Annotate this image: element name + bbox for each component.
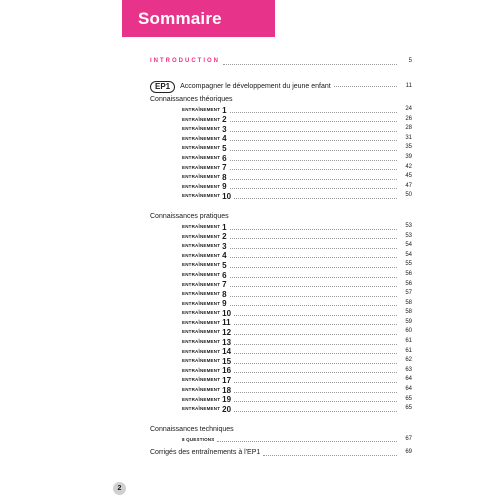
page-ref: 35: [405, 144, 412, 151]
dot-leader: [230, 120, 397, 122]
entry-number: 3: [222, 124, 227, 134]
entry-number: 8: [222, 172, 227, 182]
entry-label: ENTRAÎNEMENT: [182, 281, 221, 287]
toc-entry[interactable]: [150, 356, 412, 366]
dot-leader: [230, 111, 397, 113]
page-ref: 5: [408, 58, 412, 65]
entry-label: ENTRAÎNEMENT: [182, 300, 221, 306]
entry-number: 14: [222, 347, 232, 357]
page-ref: 26: [405, 115, 412, 122]
entry-label: ENTRAÎNEMENT: [182, 262, 221, 268]
toc-entry[interactable]: [150, 191, 412, 201]
dot-leader: [234, 197, 397, 199]
toc-entry[interactable]: [150, 172, 412, 182]
entry-label: ENTRAÎNEMENT: [182, 243, 221, 249]
entry-number: 16: [222, 366, 232, 376]
dot-leader: [230, 304, 397, 306]
entry-label: ENTRAÎNEMENT: [182, 291, 221, 297]
toc-entry[interactable]: [150, 222, 412, 232]
toc-entry[interactable]: [150, 395, 412, 405]
entry-number: 6: [222, 270, 227, 280]
entry-number: 11: [222, 318, 231, 328]
pratiques-list: [150, 222, 412, 414]
entry-label: ENTRAÎNEMENT: [182, 116, 221, 122]
toc-entry[interactable]: [150, 270, 412, 280]
entry-number: 3: [222, 241, 227, 251]
entry-label: ENTRAÎNEMENT: [182, 310, 221, 316]
entry-label: ENTRAÎNEMENT: [182, 164, 221, 170]
entry-number: 5: [222, 143, 227, 153]
ep-title: Accompagner le développement du jeune enfant: [180, 83, 331, 91]
entry-label: ENTRAÎNEMENT: [182, 135, 221, 141]
toc-entry-questions[interactable]: [150, 435, 412, 445]
page-ref: 42: [405, 163, 412, 170]
entry-label: ENTRAÎNEMENT: [182, 154, 221, 160]
toc-entry[interactable]: [150, 232, 412, 242]
page-ref: 61: [405, 338, 412, 345]
dot-leader: [230, 237, 397, 239]
page-ref: 54: [405, 242, 412, 249]
dot-leader: [230, 130, 397, 132]
toc-entry[interactable]: [150, 318, 412, 328]
page-ref: 53: [405, 222, 412, 229]
toc-entry[interactable]: [150, 143, 412, 153]
toc-entry[interactable]: [150, 115, 412, 125]
dot-leader: [334, 85, 397, 87]
dot-leader: [230, 149, 397, 151]
page-ref: 57: [405, 290, 412, 297]
toc-entry[interactable]: [150, 241, 412, 251]
dot-leader: [234, 391, 397, 393]
theoriques-list: [150, 105, 412, 201]
toc-entry[interactable]: [150, 289, 412, 299]
toc-entry-ep1[interactable]: [150, 80, 412, 94]
dot-leader: [263, 454, 397, 456]
page-ref: 64: [405, 376, 412, 383]
page-ref: 65: [405, 395, 412, 402]
page-ref: 56: [405, 270, 412, 277]
page-ref: 58: [405, 309, 412, 316]
header-banner: [122, 0, 275, 37]
entry-label: ENTRAÎNEMENT: [182, 145, 221, 151]
toc-entry[interactable]: [150, 308, 412, 318]
toc-entry[interactable]: [150, 327, 412, 337]
entry-number: 5: [222, 260, 227, 270]
page-ref: 56: [405, 280, 412, 287]
dot-leader: [230, 285, 397, 287]
page-ref: 59: [405, 318, 412, 325]
dot-leader: [230, 276, 397, 278]
toc-entry[interactable]: [150, 366, 412, 376]
entry-label: ENTRAÎNEMENT: [182, 329, 221, 335]
corriges-title: Corrigés des entraînements à l'EP1: [150, 449, 261, 457]
dot-leader: [223, 63, 397, 65]
entry-number: 4: [222, 251, 227, 261]
toc-entry[interactable]: [150, 163, 412, 173]
entry-number: 17: [222, 376, 232, 386]
entry-number: 20: [222, 404, 232, 414]
page-ref: 61: [405, 347, 412, 354]
page-ref: 28: [405, 125, 412, 132]
entry-number: 19: [222, 395, 232, 405]
entry-number: 1: [222, 222, 227, 232]
dot-leader: [230, 168, 397, 170]
dot-leader: [230, 139, 397, 141]
entry-label: ENTRAÎNEMENT: [182, 406, 221, 412]
page-ref: 47: [405, 182, 412, 189]
dot-leader: [230, 295, 397, 297]
toc-entry[interactable]: [150, 385, 412, 395]
page-ref: 64: [405, 386, 412, 393]
toc-entry[interactable]: [150, 105, 412, 115]
table-of-contents: [150, 55, 412, 458]
dot-leader: [230, 159, 397, 161]
dot-leader: [217, 440, 397, 442]
dot-leader: [230, 266, 397, 268]
entry-number: 10: [222, 191, 232, 201]
entry-label: ENTRAÎNEMENT: [182, 174, 221, 180]
entry-label: ENTRAÎNEMENT: [182, 319, 221, 325]
toc-entry[interactable]: [150, 375, 412, 385]
dot-leader: [230, 228, 397, 230]
page-ref: 58: [405, 299, 412, 306]
entry-label: ENTRAÎNEMENT: [182, 233, 221, 239]
dot-leader: [234, 371, 397, 373]
page-ref: 39: [405, 153, 412, 160]
introduction-label: INTRODUCTION: [150, 58, 220, 65]
entry-label: ENTRAÎNEMENT: [182, 271, 221, 277]
toc-entry[interactable]: [150, 280, 412, 290]
page-number-badge: 2: [113, 482, 126, 495]
entry-number: 2: [222, 232, 227, 242]
entry-label: ENTRAÎNEMENT: [182, 358, 221, 364]
toc-entry[interactable]: [150, 347, 412, 357]
page-ref: 60: [405, 328, 412, 335]
ep-badge: EP1: [150, 81, 175, 93]
toc-entry-introduction[interactable]: [150, 55, 412, 67]
dot-leader: [234, 333, 397, 335]
entry-label: ENTRAÎNEMENT: [182, 223, 221, 229]
page-ref: 54: [405, 251, 412, 258]
entry-number: 6: [222, 153, 227, 163]
page-ref: 11: [405, 83, 412, 90]
page-ref: 63: [405, 366, 412, 373]
entry-number: 12: [222, 328, 232, 338]
entry-number: 4: [222, 134, 227, 144]
dot-leader: [234, 381, 397, 383]
entry-number: 9: [222, 299, 227, 309]
page-ref: 55: [405, 261, 412, 268]
entry-label: ENTRAÎNEMENT: [182, 107, 221, 112]
toc-entry[interactable]: [150, 260, 412, 270]
entry-label: ENTRAÎNEMENT: [182, 377, 221, 383]
toc-entry[interactable]: [150, 134, 412, 144]
dot-leader: [230, 178, 397, 180]
page-title: Sommaire: [138, 9, 222, 28]
dot-leader: [234, 400, 397, 402]
page-ref: 65: [405, 405, 412, 412]
page-ref: 69: [405, 449, 412, 456]
page-ref: 24: [405, 106, 412, 112]
dot-leader: [230, 187, 397, 189]
page-ref: 45: [405, 173, 412, 180]
entry-label: ENTRAÎNEMENT: [182, 339, 221, 345]
toc-entry[interactable]: [150, 153, 412, 163]
page-ref: 50: [405, 192, 412, 199]
entry-label: ENTRAÎNEMENT: [182, 396, 221, 402]
entry-label: 8 QUESTIONS: [182, 436, 215, 442]
entry-number: 1: [222, 105, 227, 115]
dot-leader: [234, 314, 397, 316]
entry-number: 7: [222, 163, 227, 173]
entry-label: ENTRAÎNEMENT: [182, 193, 221, 199]
entry-number: 18: [222, 385, 232, 395]
toc-entry[interactable]: [150, 124, 412, 134]
dot-leader: [230, 247, 397, 249]
entry-number: 7: [222, 280, 227, 290]
dot-leader: [234, 362, 397, 364]
entry-label: ENTRAÎNEMENT: [182, 367, 221, 373]
entry-number: 2: [222, 115, 227, 125]
entry-label: ENTRAÎNEMENT: [182, 348, 221, 354]
page-ref: 31: [405, 134, 412, 141]
page-ref: 62: [405, 357, 412, 364]
dot-leader: [234, 410, 397, 412]
entry-number: 15: [222, 356, 232, 366]
toc-entry-corriges[interactable]: [150, 447, 412, 458]
toc-entry[interactable]: [150, 251, 412, 261]
page-ref: 67: [405, 435, 412, 442]
entry-label: ENTRAÎNEMENT: [182, 387, 221, 393]
entry-number: 8: [222, 289, 227, 299]
dot-leader: [234, 343, 397, 345]
dot-leader: [230, 256, 397, 258]
toc-entry[interactable]: [150, 404, 412, 414]
section-theoriques-title: Connaissances théoriques: [150, 96, 233, 103]
toc-entry[interactable]: [150, 299, 412, 309]
entry-number: 10: [222, 308, 232, 318]
entry-label: ENTRAÎNEMENT: [182, 126, 221, 132]
section-techniques-title: Connaissances techniques: [150, 425, 234, 433]
section-pratiques-title: Connaissances pratiques: [150, 212, 229, 220]
entry-number: 13: [222, 337, 232, 347]
toc-entry[interactable]: [150, 182, 412, 192]
page-ref: 53: [405, 232, 412, 239]
dot-leader: [234, 323, 397, 325]
entry-label: ENTRAÎNEMENT: [182, 252, 221, 258]
entry-number: 9: [222, 182, 227, 192]
dot-leader: [234, 352, 397, 354]
toc-entry[interactable]: [150, 337, 412, 347]
entry-label: ENTRAÎNEMENT: [182, 183, 221, 189]
